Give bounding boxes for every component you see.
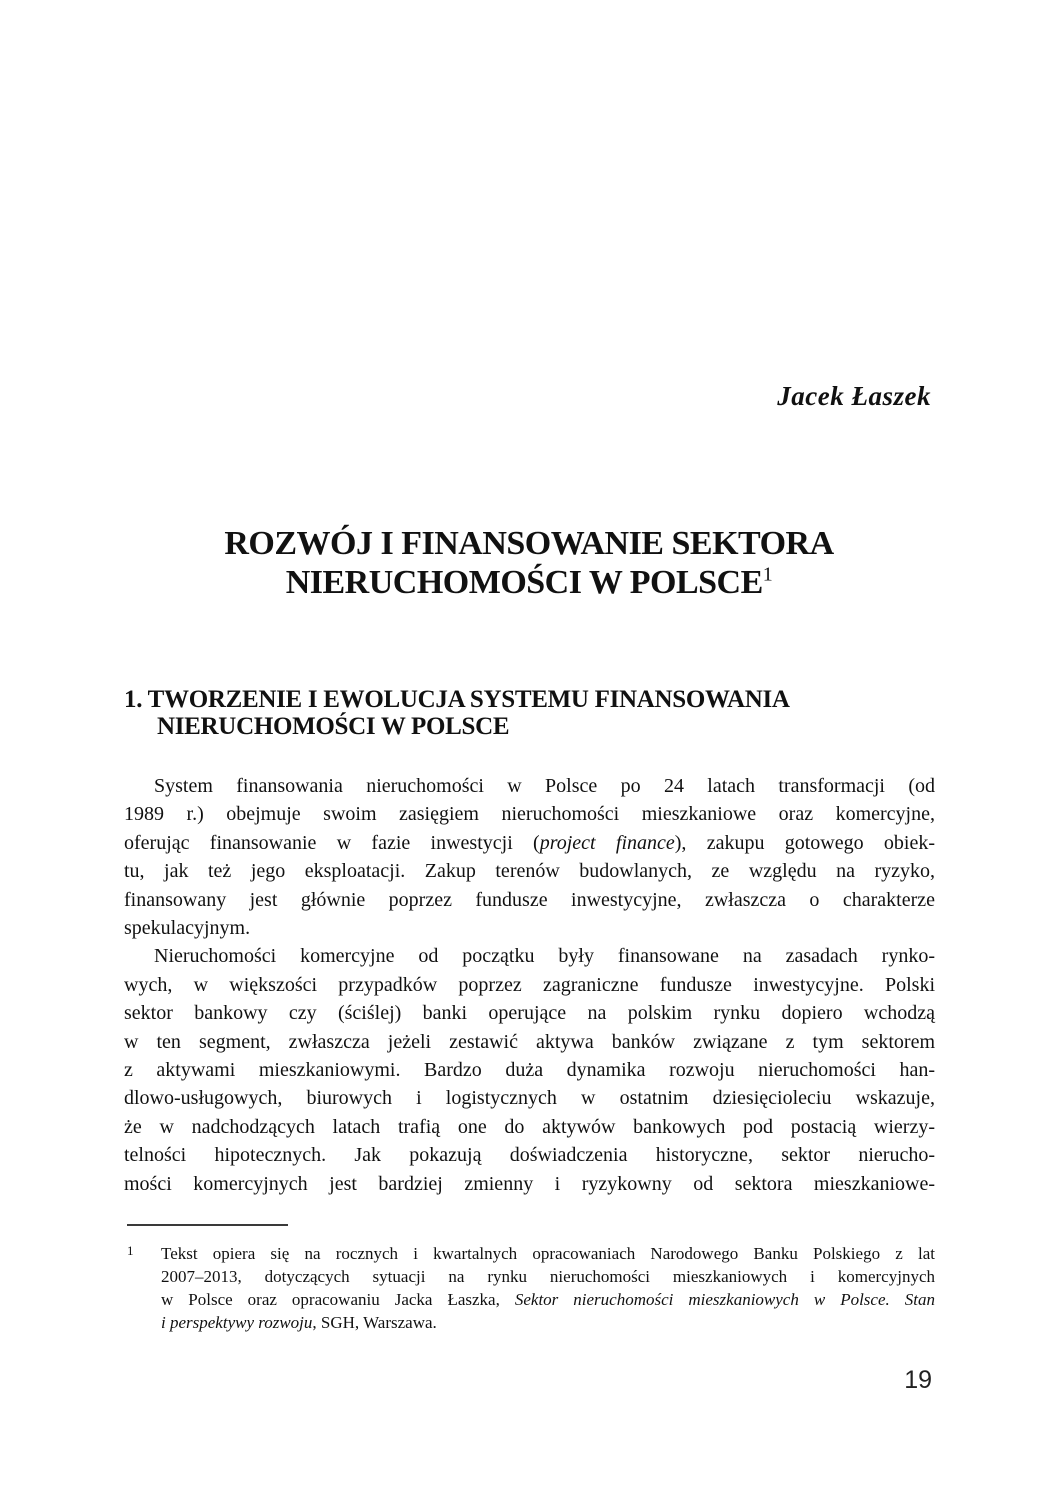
heading-line2: NIERUCHOMOŚCI W POLSCE bbox=[157, 713, 510, 740]
title-line2 bbox=[124, 563, 934, 602]
text-segment: z aktywami mieszkaniowymi. Bardzo duża dynamika rozwoju nieruchomości han- bbox=[124, 1059, 935, 1082]
text-line bbox=[161, 1265, 935, 1288]
text-line bbox=[161, 1311, 935, 1334]
author-name: Jacek Łaszek bbox=[777, 381, 931, 411]
title-footnote-ref: 1 bbox=[762, 563, 773, 586]
text-segment: sektor bankowy czy (ściślej) banki operujące na polskim rynku dopiero wchodzą bbox=[124, 1002, 935, 1025]
text-line bbox=[124, 857, 935, 885]
body-text bbox=[124, 772, 935, 1198]
heading-line1: 1. TWORZENIE I EWOLUCJA SYSTEMU FINANSOWANIA bbox=[124, 686, 790, 713]
section-heading bbox=[124, 686, 934, 740]
text-segment: , SGH, Warszawa. bbox=[312, 1313, 437, 1332]
text-line bbox=[124, 829, 935, 857]
text-segment: wych, w większości przypadków poprzez zagraniczne fundusze inwestycyjne. Polski bbox=[124, 973, 935, 996]
text-line bbox=[124, 1056, 935, 1084]
text-segment: mości komercyjnych jest bardziej zmienny i ryzykowny od sektora mieszkaniowe- bbox=[124, 1172, 935, 1195]
text-segment: oferując finansowanie w fazie inwestycji ( bbox=[124, 831, 540, 854]
text-segment: tu, jak też jego eksploatacji. Zakup terenów budowlanych, ze względu na ryzyko, bbox=[124, 860, 935, 883]
page-number: 19 bbox=[904, 1366, 932, 1394]
text-line bbox=[124, 999, 935, 1027]
text-line bbox=[124, 971, 935, 999]
text-line bbox=[124, 1170, 935, 1198]
text-line bbox=[124, 942, 935, 970]
italic-text-segment: i perspektywy rozwoju bbox=[161, 1313, 313, 1332]
text-segment: Nieruchomości komercyjne od początku były finansowane na zasadach rynko- bbox=[154, 945, 935, 968]
text-segment: w Polsce oraz opracowaniu Jacka Łaszka, bbox=[161, 1290, 515, 1309]
text-segment: finansowany jest głównie poprzez fundusze inwestycyjne, zwłaszcza o charakterze bbox=[124, 888, 935, 911]
text-segment: że w nadchodzących latach trafią one do aktywów bankowych pod postacią wierzy- bbox=[124, 1115, 935, 1138]
text-segment: System finansowania nieruchomości w Polsce po 24 latach transformacji (od bbox=[154, 775, 935, 797]
text-segment: spekulacyjnym. bbox=[124, 917, 251, 940]
text-segment: 1989 r.) obejmuje swoim zasięgiem nieruchomości mieszkaniowe oraz komercyjne, bbox=[124, 803, 935, 826]
text-segment: Tekst opiera się na rocznych i kwartalnych opracowaniach Narodowego Banku Polskiego z lat bbox=[161, 1244, 935, 1263]
footnote-separator bbox=[127, 1224, 288, 1226]
text-line bbox=[124, 914, 935, 942]
title-line2-text: NIERUCHOMOŚCI W POLSCE bbox=[285, 564, 763, 601]
text-line bbox=[124, 1141, 935, 1169]
text-line bbox=[124, 886, 935, 914]
article-title bbox=[124, 524, 934, 602]
footnote-marker: 1 bbox=[127, 1243, 134, 1258]
text-line bbox=[124, 1084, 935, 1112]
text-line bbox=[124, 800, 935, 828]
text-line bbox=[161, 1242, 935, 1265]
footnote-text bbox=[161, 1242, 935, 1334]
paragraph bbox=[124, 942, 935, 1198]
text-line bbox=[124, 1028, 935, 1056]
title-line1: ROZWÓJ I FINANSOWANIE SEKTORA bbox=[224, 525, 834, 562]
text-segment: ), zakupu gotowego obiek- bbox=[674, 831, 935, 854]
text-segment: telności hipotecznych. Jak pokazują doświadczenia historyczne, sektor nierucho- bbox=[124, 1144, 935, 1167]
footnote bbox=[124, 1242, 935, 1334]
text-segment: 2007–2013, dotyczących sytuacji na rynku nieruchomości mieszkaniowych i komercyjnych bbox=[161, 1267, 935, 1286]
text-line bbox=[124, 772, 935, 800]
text-line bbox=[124, 1113, 935, 1141]
paragraph bbox=[124, 772, 935, 942]
text-segment: dlowo-usługowych, biurowych i logistycznych w ostatnim dziesięcioleciu wskazuje, bbox=[124, 1087, 935, 1110]
italic-text-segment: project finance bbox=[539, 831, 675, 854]
text-line bbox=[161, 1288, 935, 1311]
italic-text-segment: Sektor nieruchomości mieszkaniowych w Polsce. Stan bbox=[514, 1290, 935, 1309]
text-segment: w ten segment, zwłaszcza jeżeli zestawić aktywa banków związane z tym sektorem bbox=[124, 1030, 935, 1053]
